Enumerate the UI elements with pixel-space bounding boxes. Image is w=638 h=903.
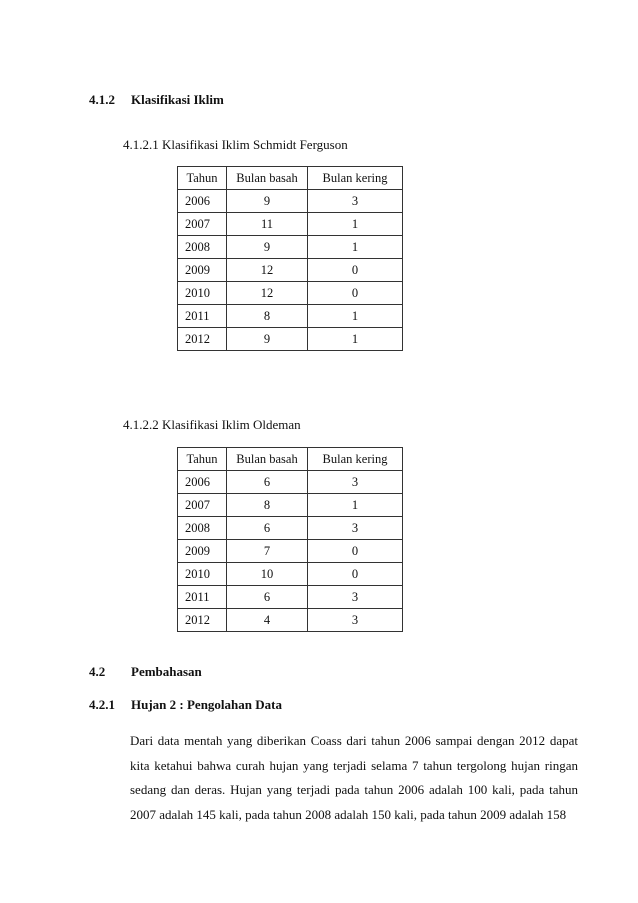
column-header-bulan-kering: Bulan kering bbox=[308, 448, 403, 471]
cell-bulan-basah: 12 bbox=[227, 259, 308, 282]
cell-year: 2008 bbox=[178, 236, 227, 259]
column-header-bulan-basah: Bulan basah bbox=[227, 448, 308, 471]
cell-year: 2011 bbox=[178, 305, 227, 328]
section-title-pengolahan-data: Hujan 2 : Pengolahan Data bbox=[131, 697, 282, 712]
cell-bulan-kering: 1 bbox=[308, 494, 403, 517]
cell-bulan-kering: 0 bbox=[308, 563, 403, 586]
section-number-4-1-2: 4.1.2 bbox=[89, 92, 115, 107]
cell-year: 2008 bbox=[178, 517, 227, 540]
table-header-row bbox=[178, 448, 403, 471]
table-row bbox=[178, 328, 403, 351]
section-title-klasifikasi-iklim: Klasifikasi Iklim bbox=[131, 92, 224, 107]
column-header-bulan-basah: Bulan basah bbox=[227, 167, 308, 190]
cell-year: 2006 bbox=[178, 471, 227, 494]
cell-bulan-basah: 12 bbox=[227, 282, 308, 305]
column-header-tahun: Tahun bbox=[178, 167, 227, 190]
cell-bulan-kering: 3 bbox=[308, 586, 403, 609]
table-row bbox=[178, 190, 403, 213]
table-row bbox=[178, 236, 403, 259]
table-row bbox=[178, 563, 403, 586]
cell-bulan-basah: 9 bbox=[227, 328, 308, 351]
cell-year: 2009 bbox=[178, 540, 227, 563]
cell-bulan-kering: 3 bbox=[308, 517, 403, 540]
cell-bulan-kering: 3 bbox=[308, 190, 403, 213]
table-row bbox=[178, 517, 403, 540]
table-row bbox=[178, 282, 403, 305]
table-row bbox=[178, 609, 403, 632]
column-header-bulan-kering: Bulan kering bbox=[308, 167, 403, 190]
body-paragraph: Dari data mentah yang diberikan Coass dari tahun 2006 sampai dengan 2012 dapat kita ketahui bahwa curah hujan yang terjadi selama 7 tahun tergolong hujan ringan sedang dan deras. Hujan yang terjadi pada tahun 2006 adalah 100 kali, pada tahun 2007 adalah 145 kali, pada tahun 2008 adalah 150 kali, pada tahun 2009 adalah 158 bbox=[130, 733, 578, 822]
cell-bulan-kering: 0 bbox=[308, 282, 403, 305]
cell-bulan-basah: 11 bbox=[227, 213, 308, 236]
cell-year: 2007 bbox=[178, 494, 227, 517]
subsection-title-schmidt-ferguson: 4.1.2.1 Klasifikasi Iklim Schmidt Ferguson bbox=[123, 137, 348, 152]
cell-bulan-basah: 9 bbox=[227, 190, 308, 213]
cell-bulan-kering: 1 bbox=[308, 328, 403, 351]
table-row bbox=[178, 213, 403, 236]
table-header-row bbox=[178, 167, 403, 190]
cell-bulan-kering: 0 bbox=[308, 540, 403, 563]
column-header-tahun: Tahun bbox=[178, 448, 227, 471]
subsection-title-oldeman: 4.1.2.2 Klasifikasi Iklim Oldeman bbox=[123, 417, 301, 432]
section-number-4-2: 4.2 bbox=[89, 664, 106, 679]
cell-bulan-basah: 6 bbox=[227, 471, 308, 494]
table-row bbox=[178, 540, 403, 563]
cell-bulan-kering: 1 bbox=[308, 236, 403, 259]
cell-bulan-kering: 3 bbox=[308, 471, 403, 494]
table-row bbox=[178, 305, 403, 328]
cell-year: 2010 bbox=[178, 282, 227, 305]
cell-year: 2011 bbox=[178, 586, 227, 609]
table-row bbox=[178, 586, 403, 609]
cell-bulan-basah: 6 bbox=[227, 517, 308, 540]
cell-year: 2007 bbox=[178, 213, 227, 236]
section-title-pembahasan: Pembahasan bbox=[131, 664, 202, 679]
cell-bulan-basah: 8 bbox=[227, 494, 308, 517]
cell-year: 2012 bbox=[178, 328, 227, 351]
section-number-4-2-1: 4.2.1 bbox=[89, 697, 115, 712]
cell-bulan-basah: 10 bbox=[227, 563, 308, 586]
cell-bulan-basah: 6 bbox=[227, 586, 308, 609]
cell-bulan-kering: 0 bbox=[308, 259, 403, 282]
table-schmidt-ferguson bbox=[177, 166, 403, 351]
cell-bulan-basah: 4 bbox=[227, 609, 308, 632]
cell-year: 2006 bbox=[178, 190, 227, 213]
table-row bbox=[178, 471, 403, 494]
cell-year: 2010 bbox=[178, 563, 227, 586]
table-row bbox=[178, 259, 403, 282]
table-oldeman bbox=[177, 447, 403, 632]
cell-bulan-kering: 3 bbox=[308, 609, 403, 632]
cell-bulan-kering: 1 bbox=[308, 305, 403, 328]
cell-bulan-basah: 8 bbox=[227, 305, 308, 328]
cell-bulan-basah: 9 bbox=[227, 236, 308, 259]
cell-bulan-basah: 7 bbox=[227, 540, 308, 563]
cell-bulan-kering: 1 bbox=[308, 213, 403, 236]
cell-year: 2012 bbox=[178, 609, 227, 632]
table-row bbox=[178, 494, 403, 517]
cell-year: 2009 bbox=[178, 259, 227, 282]
